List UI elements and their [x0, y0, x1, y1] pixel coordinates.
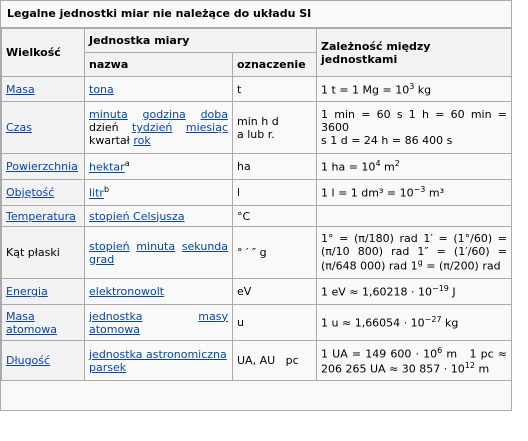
cell-symbol: u — [233, 305, 317, 341]
link-jednostka-masy-2[interactable]: atomowa — [89, 322, 140, 336]
link-masa-atomowa-2[interactable]: atomowa — [6, 322, 57, 336]
link-jednostka-astronomiczna[interactable]: jednostka astronomiczna — [89, 347, 227, 361]
table-row — [2, 279, 512, 305]
cell-symbol: eV — [233, 279, 317, 305]
link-parsek[interactable]: parsek — [89, 360, 127, 374]
cell-relation: 1° = (π/180) rad 1′ = (1°/60) = (π/10 800) rad 1″ = (1′/60) = (π/648 000) rad $1^g = (\pi/200)$ rad — [317, 227, 512, 279]
link-energia[interactable]: Energia — [6, 285, 48, 298]
table-row: Czas minuta godzina doba dzień tydzień miesiąc kwartał rok min h d a lub r. 1 min = 60 s 1 h = 60 min = 3600 s 1 d = 24 h = 86 400 s — [2, 102, 512, 154]
link-jednostka-masy[interactable]: jednostka — [89, 309, 143, 323]
link-doba[interactable]: doba — [200, 108, 228, 121]
cell-symbol: °C — [233, 206, 317, 227]
header-jednostka: Jednostka miary — [85, 29, 317, 53]
cell-symbol: l — [233, 180, 317, 206]
link-miesiac[interactable]: miesiąc — [185, 121, 228, 134]
link-powierzchnia[interactable]: Powierzchnia — [6, 160, 78, 173]
table-row: Powierzchnia hektar$^a$ ha 1 ha = $10^4$ $m^2$ — [2, 154, 512, 180]
link-godzina[interactable]: godzina — [142, 108, 186, 121]
table-caption: Legalne jednostki miar nie należące do układu SI — [1, 1, 511, 28]
table-row: Masa atomowa jednostka masy atomowa u 1 $u \approx 1,66054 \cdot 10^{-27}$ kg — [2, 305, 512, 341]
cell-relation: 1 ha = $10^4$ $m^2$ — [317, 154, 512, 180]
cell-relation: 1 min = 60 s 1 h = 60 min = 3600 s 1 d = 24 h = 86 400 s — [317, 102, 512, 154]
link-sekunda[interactable]: sekunda — [181, 239, 229, 253]
units-table — [1, 28, 512, 381]
header-zaleznosc: Zależność między jednostkami — [317, 29, 512, 77]
cell-symbol: ha — [233, 154, 317, 180]
table-row — [2, 341, 512, 381]
link-tona[interactable]: tona — [89, 82, 114, 96]
table-row — [2, 227, 512, 279]
cell-symbol: t — [233, 77, 317, 102]
link-masa[interactable]: Masa — [6, 82, 35, 96]
link-minuta[interactable]: minuta — [89, 108, 128, 121]
link-minuta-kat[interactable]: minuta — [136, 239, 176, 253]
header-oznaczenie: oznaczenie — [233, 53, 317, 77]
cell-symbol: ° ′ ″ g — [233, 227, 317, 279]
link-hektar[interactable]: hektar — [89, 160, 125, 174]
cell-relation: 1 $u \approx 1,66054 \cdot 10^{-27}$ kg — [317, 305, 512, 341]
link-rok[interactable]: rok — [133, 134, 151, 147]
link-stopien-celsjusza[interactable]: stopień Celsjusza — [89, 209, 185, 223]
cell-relation: 1 l = 1 $dm^3 = 10^{-3}$ m³ — [317, 180, 512, 206]
table-row — [2, 206, 512, 227]
cell-symbol: min h d a lub r. — [233, 102, 317, 154]
table-row — [2, 77, 512, 102]
cell-relation: 1 t = 1 $Mg = 10^3$ kg — [317, 77, 512, 102]
header-wielkosc: Wielkość — [2, 29, 85, 77]
link-masa-atomowa[interactable]: Masa — [6, 309, 35, 323]
cell-relation: 1 eV ≈ $1,60218 \cdot 10^{-19}$ J — [317, 279, 512, 305]
cell-kat-plaski: Kąt płaski — [2, 227, 85, 279]
cell-relation — [317, 206, 512, 227]
link-czas[interactable]: Czas — [6, 121, 32, 134]
link-tydzien[interactable]: tydzień — [132, 121, 173, 134]
cell-relation: 1 UA = 149 $600 \cdot 10^6$ m 1 pc ≈ 206 265 UA ≈ 30 $857 \cdot 10^{12}$ m — [317, 341, 512, 381]
link-objetosc[interactable]: Objętość — [6, 186, 55, 199]
link-temperatura[interactable]: Temperatura — [6, 209, 76, 223]
table-row: Objętość litr$^b$ l 1 l = 1 $dm^3 = 10^{-3}$ m³ — [2, 180, 512, 206]
header-nazwa: nazwa — [85, 53, 233, 77]
link-litr[interactable]: litr — [89, 186, 104, 200]
cell-symbol: UA, AU pc — [233, 341, 317, 381]
link-elektronowolt[interactable]: elektronowolt — [89, 285, 165, 298]
link-stopien[interactable]: stopień — [89, 239, 130, 253]
link-grad[interactable]: grad — [89, 252, 115, 266]
link-dlugosc[interactable]: Długość — [6, 354, 51, 367]
